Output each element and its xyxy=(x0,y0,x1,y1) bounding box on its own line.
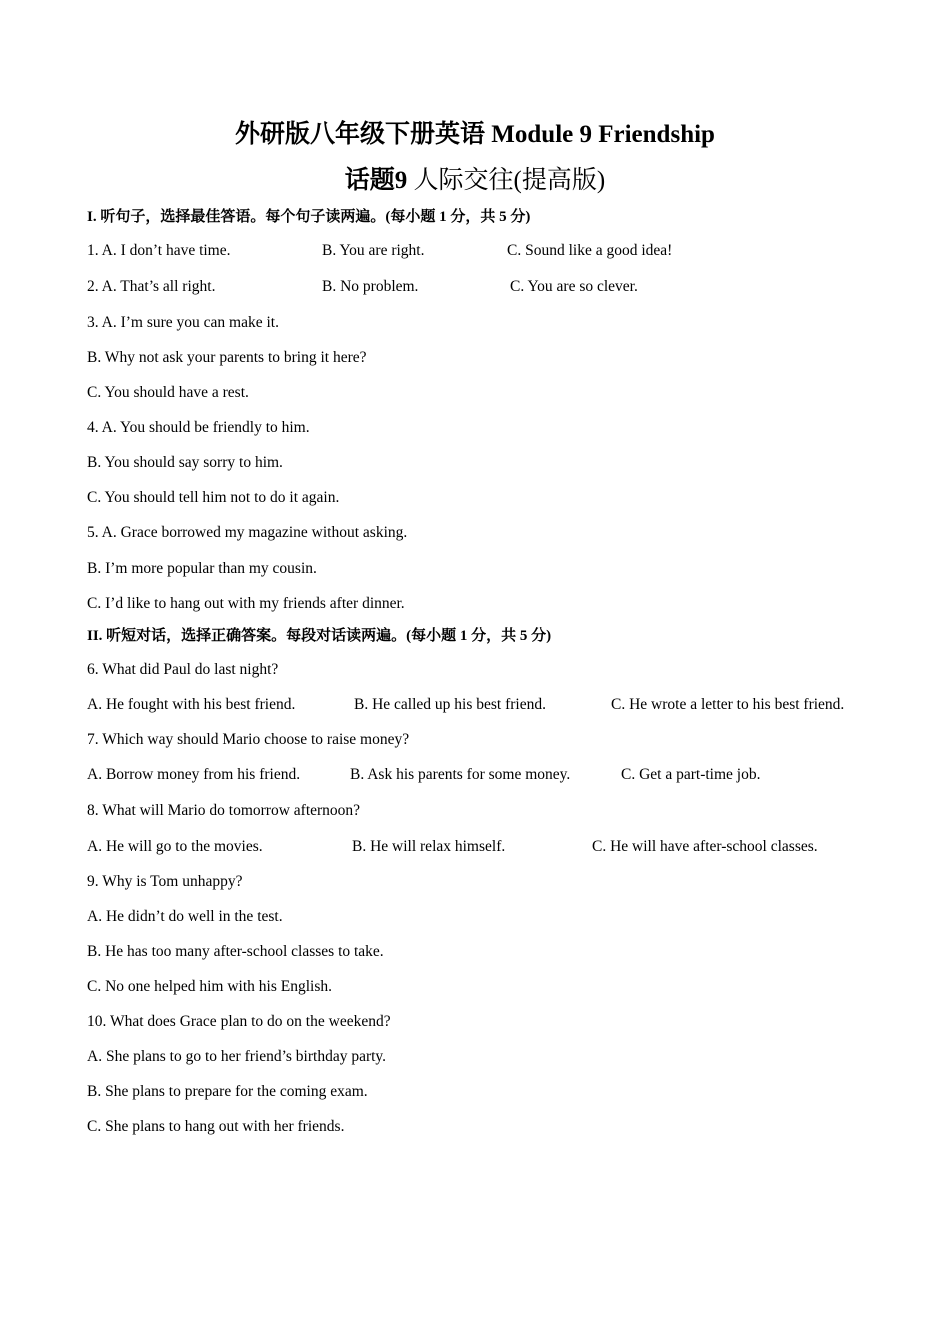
document-title: 外研版八年级下册英语 Module 9 Friendship xyxy=(235,121,715,148)
q4-option-b: B. You should say sorry to him. xyxy=(87,454,283,471)
q3-option-b: B. Why not ask your parents to bring it here? xyxy=(87,349,367,366)
section2-header: II. 听短对话，选择正确答案。每段对话读两遍。(每小题 1 分，共 5 分) xyxy=(87,628,552,644)
section1-header: I. 听句子，选择最佳答语。每个句子读两遍。(每小题 1 分，共 5 分) xyxy=(87,209,531,225)
topic-subtitle: 人际交往(提高版) xyxy=(413,167,606,194)
q6-option-c: C. He wrote a letter to his best friend. xyxy=(611,696,845,713)
q9-question: 9. Why is Tom unhappy? xyxy=(87,873,243,890)
q6-option-b: B. He called up his best friend. xyxy=(354,696,546,713)
q1-option-a: 1. A. I don’t have time. xyxy=(87,242,231,259)
q9-option-a: A. He didn’t do well in the test. xyxy=(87,908,283,925)
q10-option-a: A. She plans to go to her friend’s birthday party. xyxy=(87,1048,387,1065)
topic-number: 话题9 xyxy=(344,167,408,194)
q10-option-b: B. She plans to prepare for the coming exam. xyxy=(87,1083,368,1100)
q9-option-b: B. He has too many after-school classes to take. xyxy=(87,943,384,960)
q8-option-a: A. He will go to the movies. xyxy=(87,838,263,855)
q1-option-c: C. Sound like a good idea! xyxy=(507,242,673,259)
q5-option-a: 5. A. Grace borrowed my magazine without asking. xyxy=(87,524,408,541)
q7-option-b: B. Ask his parents for some money. xyxy=(350,766,571,783)
q8-option-c: C. He will have after-school classes. xyxy=(592,838,818,855)
topic-title xyxy=(0,160,950,196)
q8-option-b: B. He will relax himself. xyxy=(352,838,506,855)
q5-option-c: C. I’d like to hang out with my friends after dinner. xyxy=(87,595,405,612)
q8-question: 8. What will Mario do tomorrow afternoon? xyxy=(87,802,361,819)
q10-question: 10. What does Grace plan to do on the weekend? xyxy=(87,1013,391,1030)
q10-option-c: C. She plans to hang out with her friends. xyxy=(87,1118,345,1135)
q3-option-c: C. You should have a rest. xyxy=(87,384,249,401)
q3-option-a: 3. A. I’m sure you can make it. xyxy=(87,314,279,331)
q7-question: 7. Which way should Mario choose to raise money? xyxy=(87,731,410,748)
q7-option-c: C. Get a part-time job. xyxy=(621,766,761,783)
q4-option-a: 4. A. You should be friendly to him. xyxy=(87,419,310,436)
q9-option-c: C. No one helped him with his English. xyxy=(87,978,332,995)
q2-option-c: C. You are so clever. xyxy=(510,278,638,295)
q6-option-a: A. He fought with his best friend. xyxy=(87,696,296,713)
q4-option-c: C. You should tell him not to do it again. xyxy=(87,489,340,506)
q7-option-a: A. Borrow money from his friend. xyxy=(87,766,301,783)
q1-option-b: B. You are right. xyxy=(322,242,425,259)
q6-question: 6. What did Paul do last night? xyxy=(87,661,279,678)
q2-option-b: B. No problem. xyxy=(322,278,419,295)
q5-option-b: B. I’m more popular than my cousin. xyxy=(87,560,317,577)
q2-option-a: 2. A. That’s all right. xyxy=(87,278,216,295)
